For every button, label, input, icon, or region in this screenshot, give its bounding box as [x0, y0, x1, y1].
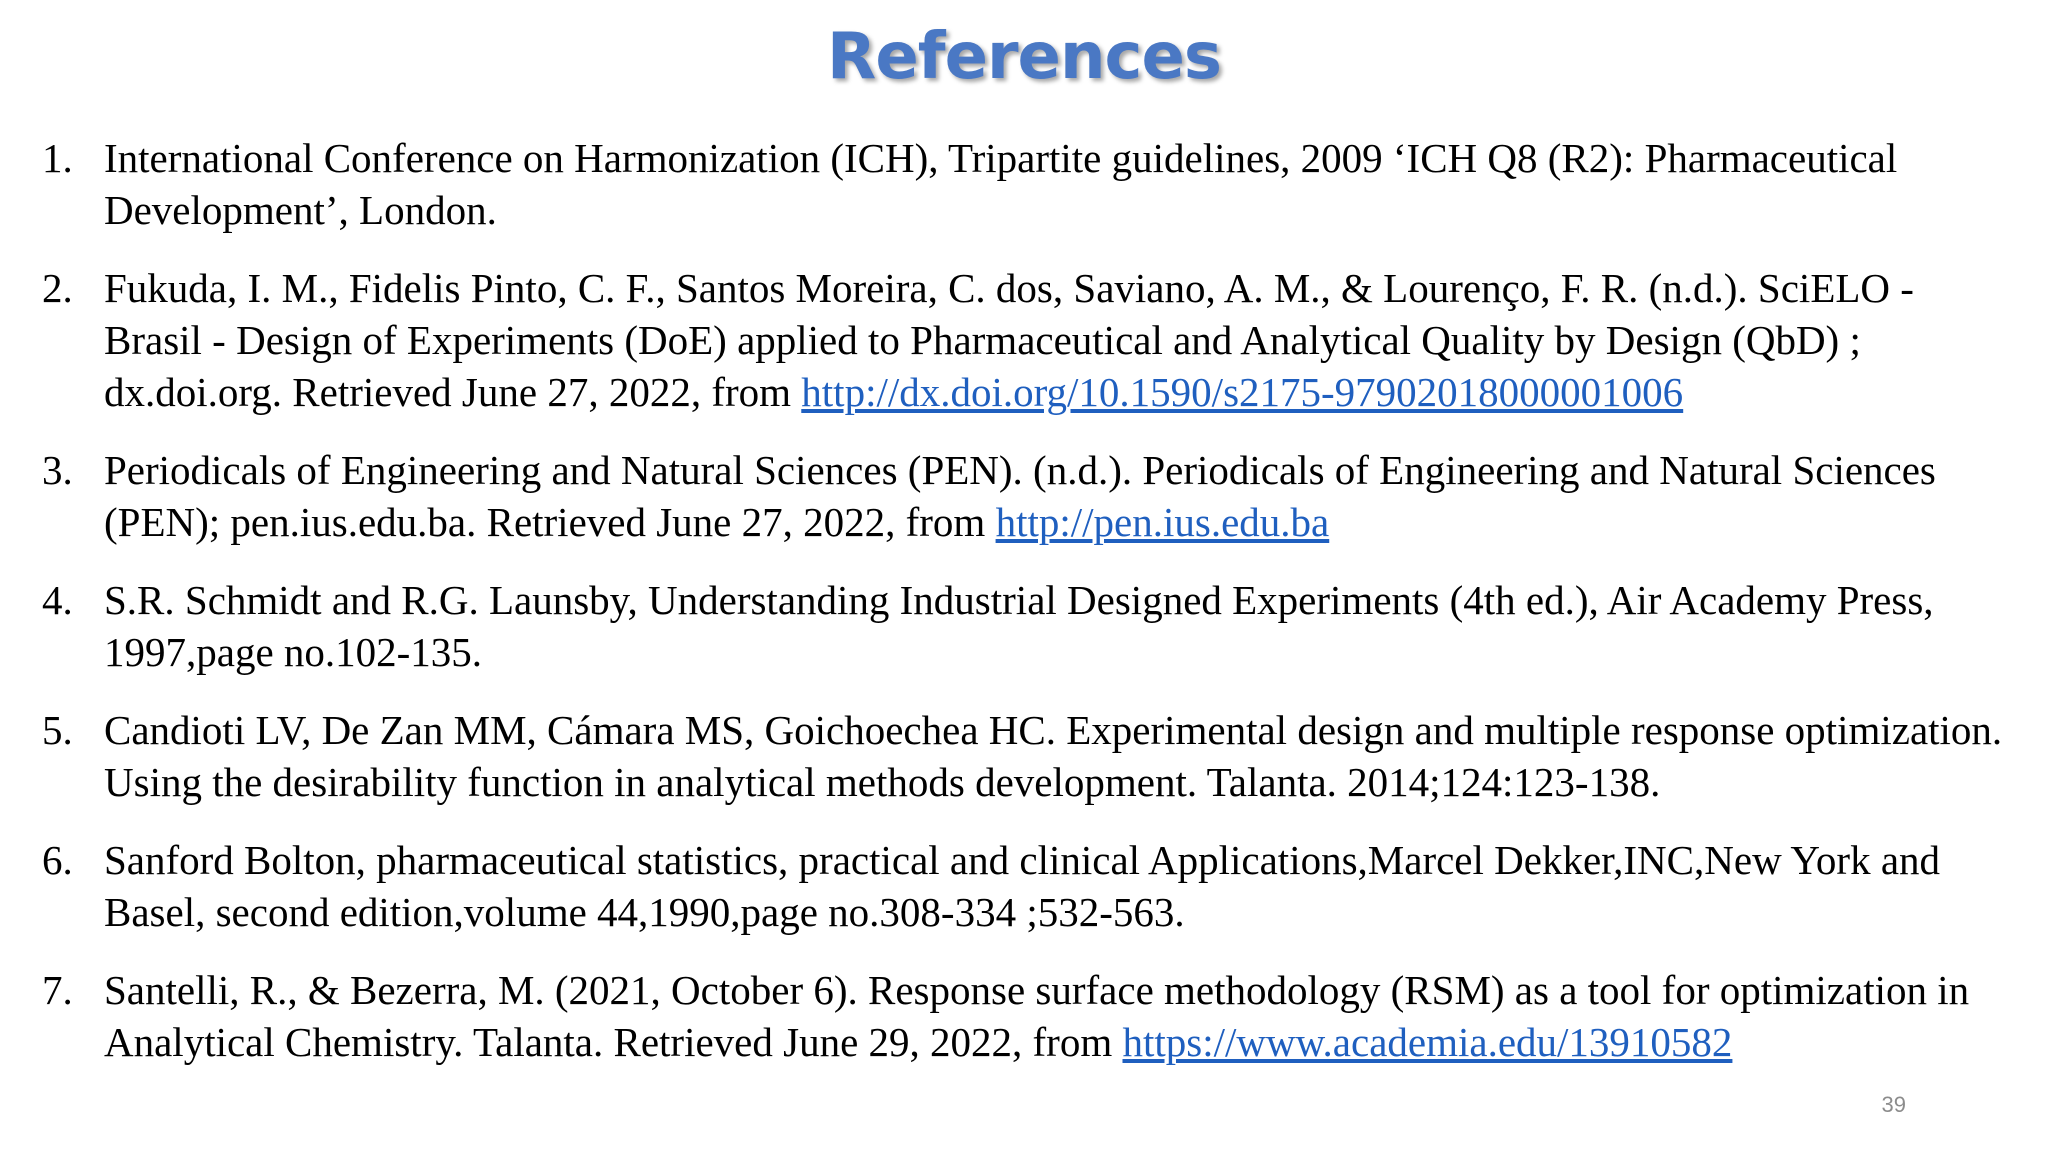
reference-text: Candioti LV, De Zan MM, Cámara MS, Goichoechea HC. Experimental design and multiple response optimization. Using the desirability function in analytical methods development. Talanta. 2014;124:123-138. [104, 707, 2003, 805]
reference-item [42, 262, 2012, 418]
reference-link[interactable]: http://pen.ius.edu.ba [995, 499, 1330, 545]
reference-text: Santelli, R., & Bezerra, M. (2021, October 6). Response surface methodology (RSM) as a tool for optimization in Analytical Chemistry. Talanta. Retrieved June 29, 2022, from [104, 967, 1970, 1065]
reference-link[interactable]: http://dx.doi.org/10.1590/s2175-97902018000001006 [801, 369, 1684, 415]
reference-text: International Conference on Harmonization (ICH), Tripartite guidelines, 2009 ‘ICH Q8 (R2): Pharmaceutical Development’, London. [104, 135, 1898, 233]
reference-number: 4. [42, 577, 73, 623]
reference-number: 5. [42, 707, 73, 753]
reference-text: Sanford Bolton, pharmaceutical statistics, practical and clinical Applications,Marcel Dekker,INC,New York and Basel, second edition,volume 44,1990,page no.308-334 ;532-563. [104, 837, 1941, 935]
reference-number: 3. [42, 447, 73, 493]
slide-title: References [827, 20, 1221, 94]
reference-list [42, 132, 2012, 1094]
reference-item [42, 964, 2012, 1068]
reference-item [42, 574, 2012, 678]
reference-text: S.R. Schmidt and R.G. Launsby, Understanding Industrial Designed Experiments (4th ed.), Air Academy Press, 1997,page no.102-135. [104, 577, 1934, 675]
reference-number: 7. [42, 967, 73, 1013]
slide-page-number: 39 [1881, 1092, 1906, 1117]
reference-number: 6. [42, 837, 73, 883]
reference-text: Periodicals of Engineering and Natural Sciences (PEN). (n.d.). Periodicals of Engineering and Natural Sciences (PEN); pen.ius.edu.ba. Retrieved June 27, 2022, from [104, 447, 1936, 545]
reference-link[interactable]: https://www.academia.edu/13910582 [1122, 1019, 1733, 1065]
reference-item [42, 444, 2012, 548]
reference-item [42, 834, 2012, 938]
reference-item [42, 704, 2012, 808]
reference-item [42, 132, 2012, 236]
reference-text: Fukuda, I. M., Fidelis Pinto, C. F., Santos Moreira, C. dos, Saviano, A. M., & Lourenço, F. R. (n.d.). SciELO - Brasil - Design of Experiments (DoE) applied to Pharmaceutical and Analytical Quality by Design (QbD) ; dx.doi.org. Retrieved June 27, 2022, from [104, 265, 1914, 415]
reference-number: 1. [42, 135, 73, 181]
reference-number: 2. [42, 265, 73, 311]
